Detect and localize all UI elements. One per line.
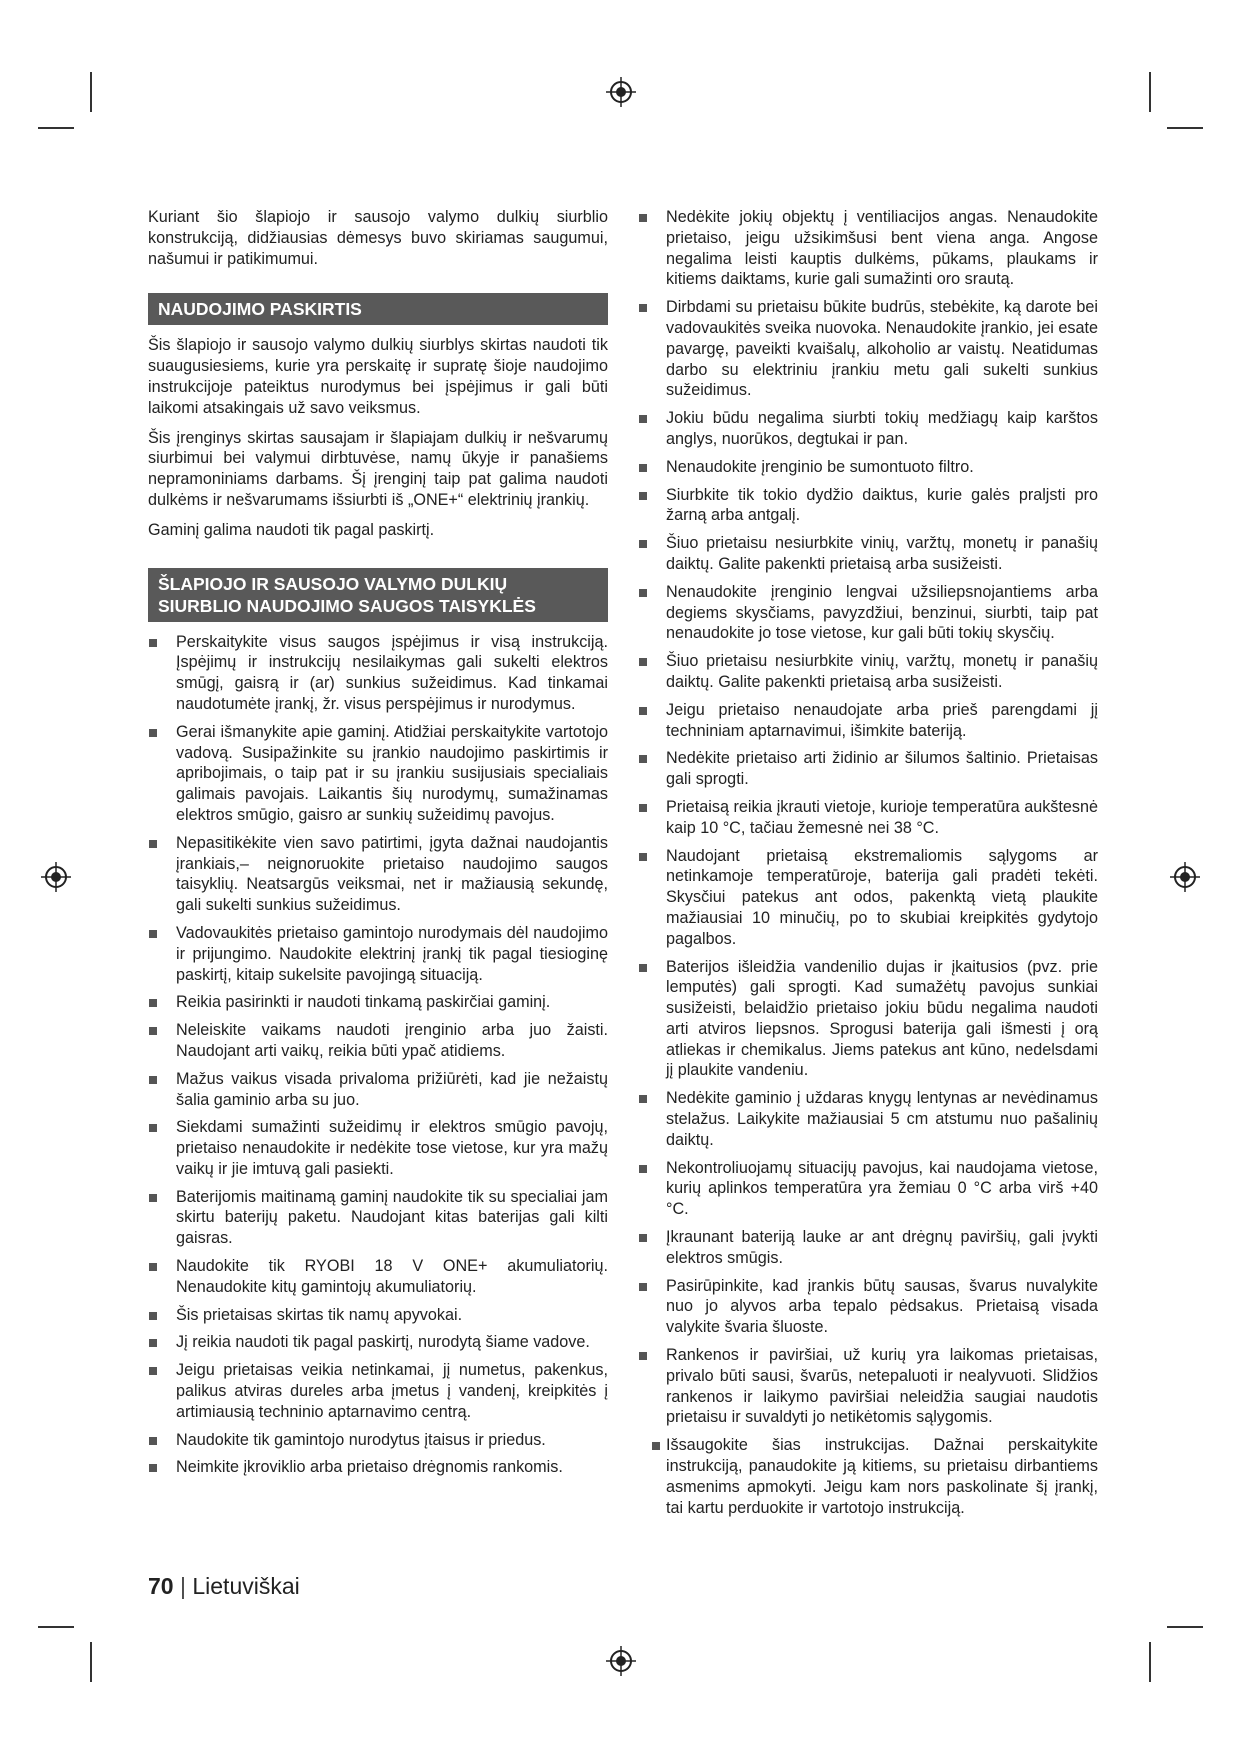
list-item: Jeigu prietaisas veikia netinkamai, jį numetus, pakenkus, palikus atviras dureles arba įmetus į vandenį, kreipkitės į artimiausią techninio aptarnavimo centrą. (148, 1360, 608, 1422)
bullet-icon (149, 1464, 157, 1472)
crop-mark (1167, 127, 1203, 129)
list-item: Šis prietaisas skirtas tik namų apyvokai. (148, 1305, 608, 1326)
bullet-icon (149, 1339, 157, 1347)
right-column (638, 207, 1098, 1525)
footer-separator: | (179, 1573, 186, 1599)
list-item: Nedėkite prietaiso arti židinio ar šilumos šaltinio. Prietaisas gali sprogti. (638, 748, 1098, 790)
heading-line: SIURBLIO NAUDOJIMO SAUGOS TAISYKLĖS (158, 595, 536, 616)
left-column (148, 207, 608, 1485)
page-number: 70 (148, 1573, 174, 1599)
section-heading-intended-use: NAUDOJIMO PASKIRTIS (148, 293, 608, 325)
bullet-icon (639, 1352, 647, 1360)
footer-language: Lietuviškai (192, 1573, 300, 1599)
bullet-icon (149, 639, 157, 647)
list-item: Prietaisą reikia įkrauti vietoje, kurioje temperatūra aukštesnė kaip 10 °C, tačiau žemesnė nei 38 °C. (638, 797, 1098, 839)
bullet-icon (639, 964, 647, 972)
bullet-icon (639, 464, 647, 472)
bullet-icon (639, 1283, 647, 1291)
list-item: Šiuo prietaisu nesiurbkite vinių, varžtų, monetų ir panašių daiktų. Galite pakenkti prietaisą arba susižeisti. (638, 651, 1098, 693)
registration-mark-icon (606, 1646, 636, 1676)
list-item: Mažus vaikus visada privaloma prižiūrėti, kad jie nežaistų šalia gaminio arba su juo. (148, 1069, 608, 1111)
list-item: Baterijomis maitinamą gaminį naudokite tik su specialiai jam skirtu baterijų paketu. Naudojant kitas baterijas gali kilti gaisras. (148, 1187, 608, 1249)
page-footer (148, 1572, 300, 1600)
bullet-icon (149, 1367, 157, 1375)
bullet-icon (149, 1194, 157, 1202)
list-item: Nepasitikėkite vien savo patirtimi, įgyta dažnai naudojantis įrankiais,– neignoruokite prietaiso naudojimo saugos taisyklių. Neatsargūs veiksmai, net ir mažiausią sekundę, gali sukelti sunkius sužeidimus. (148, 833, 608, 916)
safety-rules-list-continued (638, 207, 1098, 1518)
list-item: Baterijos išleidžia vandenilio dujas ir įkaitusios (pvz. prie lemputės) gali sprogti. Kad sumažėtų pavojus sunkiai susižeisti, belaidžio prietaiso jokiu būdu negalima naudoti arti atviros liepsnos. Sprogusi baterija gali išmesti į orą atliekas ir chemikalus. Jiems patekus ant kūno, nedelsdami jį plaukite vandeniu. (638, 957, 1098, 1082)
list-item: Naudokite tik gamintojo nurodytus įtaisus ir priedus. (148, 1430, 608, 1451)
list-item: Dirbdami su prietaisu būkite budrūs, stebėkite, ką darote bei vadovaukitės sveika nuovoka. Nenaudokite įrankio, jei esate pavargę, paveikti kvaišalų, alkoholio ar vaistų. Neatidumas darbo su elektriniu įrankiu metu gali sukelti sunkius sužeidimus. (638, 297, 1098, 401)
bullet-icon (639, 658, 647, 666)
intro-paragraph: Kuriant šio šlapiojo ir sausojo valymo dulkių siurblio konstrukciją, didžiausias dėmesys buvo skiriamas saugumui, našumui ir patikimumui. (148, 208, 608, 268)
list-item: Rankenos ir paviršiai, už kurių yra laikomas prietaisas, privalo būti sausi, švarūs, netepaluoti ir nealyvuoti. Slidžios rankenos ir laikymo paviršiai neleidžia saugiai naudotis prietaisu ir suvaldyti jo netikėtomis sąlygomis. (638, 1345, 1098, 1428)
list-item: Nenaudokite įrenginio be sumontuoto filtro. (638, 457, 1098, 478)
bullet-icon (639, 304, 647, 312)
list-item: Nedėkite gaminio į uždaras knygų lentynas ar nevėdinamus stelažus. Laikykite mažiausiai 5 cm atstumu nuo pašalinių daiktų. (638, 1088, 1098, 1150)
crop-mark (1167, 1626, 1203, 1628)
bullet-icon (639, 540, 647, 548)
list-item: Jeigu prietaiso nenaudojate arba prieš parengdami jį techniniam aptarnavimui, išimkite bateriją. (638, 700, 1098, 742)
list-item: Vadovaukitės prietaiso gamintojo nurodymais dėl naudojimo ir prijungimo. Naudokite elektrinį įrankį tik pagal tiesioginę paskirtį, kitaip sukelsite pavojingą situaciją. (148, 923, 608, 985)
bullet-icon (652, 1442, 660, 1450)
list-item: Šiuo prietaisu nesiurbkite vinių, varžtų, monetų ir panašių daiktų. Galite pakenkti prietaisą arba susižeisti. (638, 533, 1098, 575)
registration-mark-icon (606, 77, 636, 107)
list-item: Reikia pasirinkti ir naudoti tinkamą paskirčiai gaminį. (148, 992, 608, 1013)
list-item: Nekontroliuojamų situacijų pavojus, kai naudojama vietose, kurių aplinkos temperatūra yra žemiau 0 °C arba virš +40 °C. (638, 1158, 1098, 1220)
list-item: Neimkite įkroviklio arba prietaiso drėgnomis rankomis. (148, 1457, 608, 1478)
registration-mark-icon (1170, 862, 1200, 892)
list-item: Naudokite tik RYOBI 18 V ONE+ akumuliatorių. Nenaudokite kitų gamintojų akumuliatorių. (148, 1256, 608, 1298)
bullet-icon (639, 492, 647, 500)
bullet-icon (149, 729, 157, 737)
crop-mark (90, 1642, 92, 1682)
bullet-icon (149, 1263, 157, 1271)
crop-mark (1149, 1642, 1151, 1682)
list-item: Nenaudokite įrenginio lengvai užsiliepsnojantiems arba degiems skysčiams, pavyzdžiui, benzinui, siurbti, taip pat nenaudokite jo tose vietose, kur gali būti tokių skysčių. (638, 582, 1098, 644)
bullet-icon (149, 999, 157, 1007)
list-item: Perskaitykite visus saugos įspėjimus ir visą instrukciją. Įspėjimų ir instrukcijų nesilaikymas gali sukelti elektros smūgį, gaisrą ir (ar) sunkius sužeidimus. Kad tinkamai naudotumėte įrankį, žr. visus perspėjimus ir nurodymus. (148, 632, 608, 715)
list-item: Siurbkite tik tokio dydžio daiktus, kurie galės praljsti pro žarną arba antgalį. (638, 485, 1098, 527)
bullet-icon (149, 1312, 157, 1320)
bullet-icon (639, 853, 647, 861)
crop-mark (1149, 72, 1151, 112)
bullet-icon (149, 1027, 157, 1035)
crop-mark (38, 127, 74, 129)
bullet-icon (639, 804, 647, 812)
list-item: Išsaugokite šias instrukcijas. Dažnai perskaitykite instrukciją, panaudokite ją kitiems, su prietaisu dirbantiems asmenims apmokyti. Jeigu kam nors paskolinate šį įrankį, tai kartu perduokite ir vartotojo instrukciją. (638, 1435, 1098, 1518)
list-item: Įkraunant bateriją lauke ar ant drėgnų paviršių, gali įvykti elektros smūgis. (638, 1227, 1098, 1269)
list-item: Pasirūpinkite, kad įrankis būtų sausas, švarus nuvalykite nuo jo alyvos arba tepalo pėdsakus. Prietaisą visada valykite švaria šluoste. (638, 1276, 1098, 1338)
body-paragraph: Šis įrenginys skirtas sausajam ir šlapiajam dulkių ir nešvarumų siurbimui bei valymui dirbtuvėse, namų ūkyje ir panašiems nepramoniniams darbams. Šį įrenginį taip pat galima naudoti dulkėms ir nešvarumams išsiurbti iš „ONE+“ elektrinių įrankių. (148, 428, 608, 509)
list-item: Jokiu būdu negalima siurbti tokių medžiagų kaip karštos anglys, nuorūkos, degtukai ir pan. (638, 408, 1098, 450)
list-item: Siekdami sumažinti sužeidimų ir elektros smūgio pavojų, prietaiso nenaudokite ir nedėkite tose vietose, kur yra mažų vaikų ir jie imtuvą gali pasiekti. (148, 1117, 608, 1179)
bullet-icon (639, 1095, 647, 1103)
bullet-icon (149, 1076, 157, 1084)
bullet-icon (149, 930, 157, 938)
list-item: Naudojant prietaisą ekstremaliomis sąlygoms ar netinkamoje temperatūroje, baterija gali pradėti tekėti. Skysčiui patekus ant odos, pakenktą vietą plaukite mažiausiai 10 minučių, po to skubiai kreipkitės gydytojo pagalbos. (638, 846, 1098, 950)
bullet-icon (149, 1124, 157, 1132)
safety-rules-list (148, 632, 608, 1479)
crop-mark (38, 1626, 74, 1628)
section-heading-safety-rules (148, 568, 608, 622)
heading-line: ŠLAPIOJO IR SAUSOJO VALYMO DULKIŲ (158, 573, 508, 594)
bullet-icon (639, 589, 647, 597)
bullet-icon (639, 415, 647, 423)
body-paragraph: Šis šlapiojo ir sausojo valymo dulkių siurblys skirtas naudoti tik suaugusiesiems, kurie yra perskaitę ir supratę šioje naudojimo instrukcijoje pateiktus nurodymus bei įspėjimus ir gali būti laikomi atsakingais už savo veiksmus. (148, 336, 608, 417)
list-item: Neleiskite vaikams naudoti įrenginio arba juo žaisti. Naudojant arti vaikų, reikia būti ypač atidiems. (148, 1020, 608, 1062)
registration-mark-icon (41, 862, 71, 892)
list-item: Nedėkite jokių objektų į ventiliacijos angas. Nenaudokite prietaiso, jeigu užsikimšusi bent viena anga. Angose negalima leisti kauptis dulkėms, pūkams, plaukams ir kitiems daiktams, kurie gali sumažinti oro srautą. (638, 207, 1098, 290)
body-paragraph: Gaminį galima naudoti tik pagal paskirtį. (148, 520, 435, 539)
bullet-icon (149, 1437, 157, 1445)
bullet-icon (639, 1234, 647, 1242)
bullet-icon (639, 755, 647, 763)
bullet-icon (639, 707, 647, 715)
bullet-icon (149, 840, 157, 848)
list-item: Gerai išmanykite apie gaminį. Atidžiai perskaitykite vartotojo vadovą. Susipažinkite su įrankio naudojimo paskirtimis ir apribojimais, o taip pat ir su įrankiu susijusiais specialiais galimais pavojais. Laikantis šių nurodymų, sumažinamas elektros smūgio, gaisro ar sunkių sužeidimų pavojus. (148, 722, 608, 826)
bullet-icon (639, 1165, 647, 1173)
bullet-icon (639, 214, 647, 222)
list-item: Jį reikia naudoti tik pagal paskirtį, nurodytą šiame vadove. (148, 1332, 608, 1353)
crop-mark (90, 72, 92, 112)
